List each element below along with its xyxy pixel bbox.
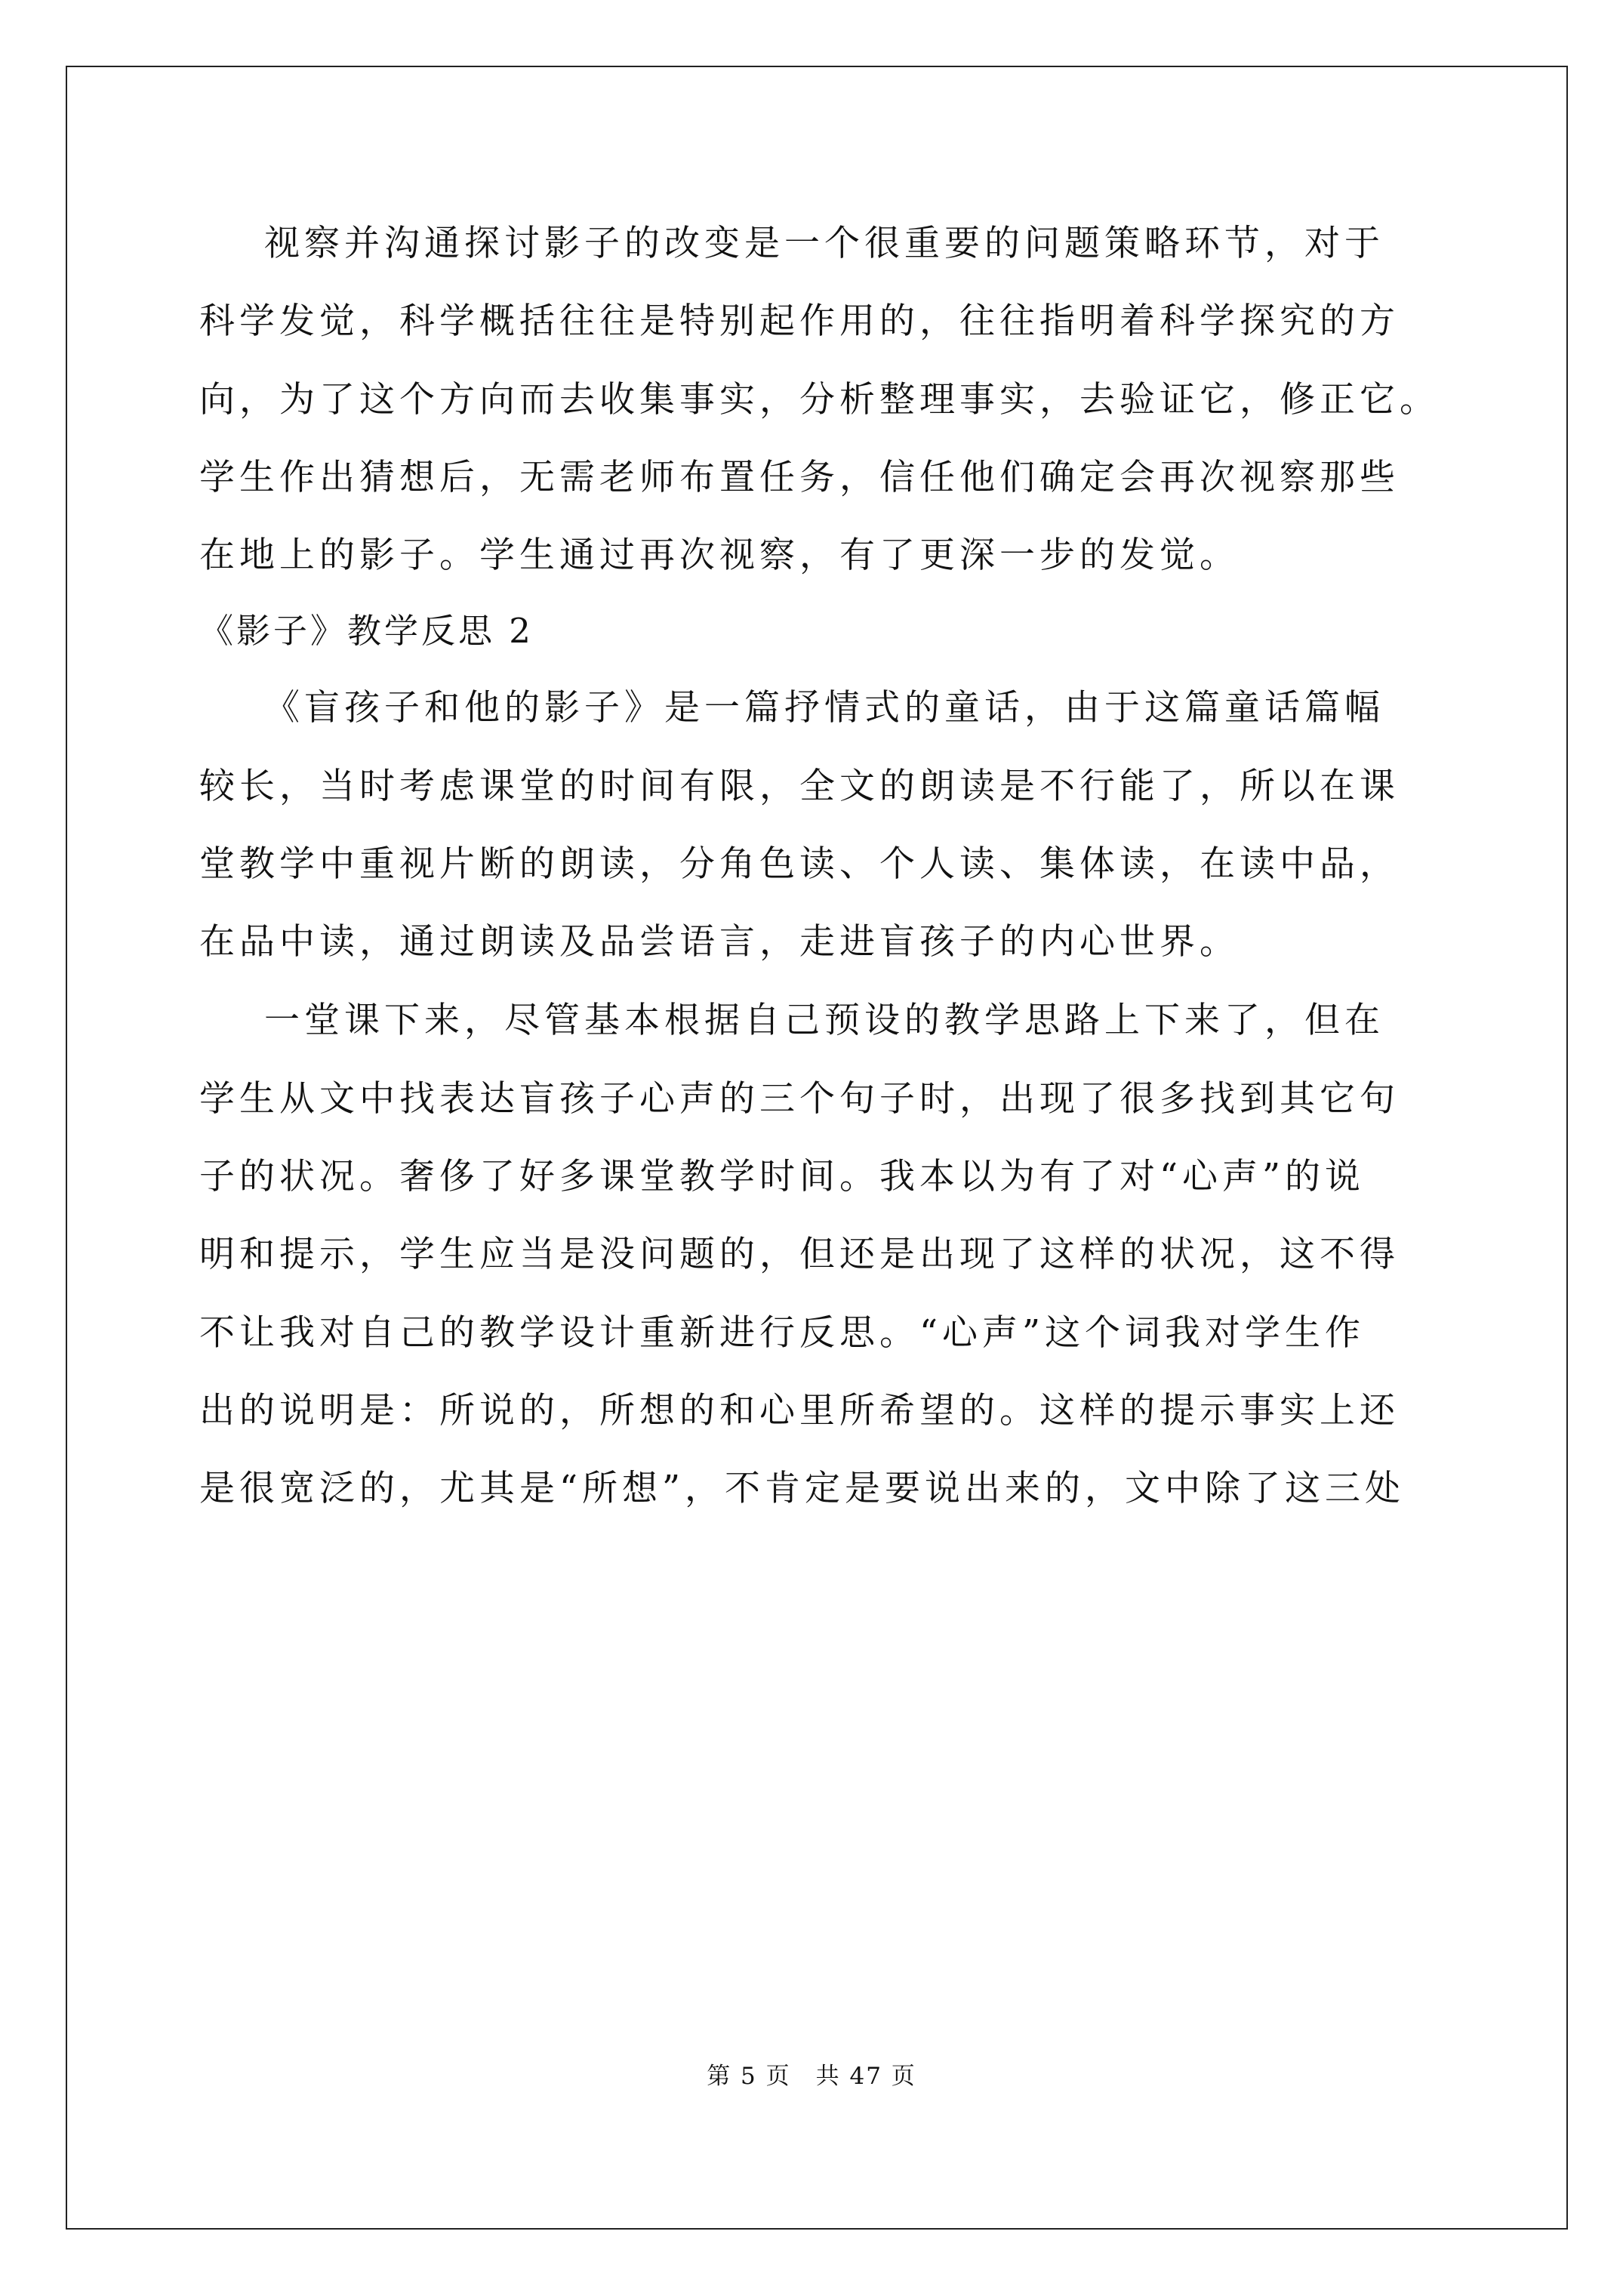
paragraph-line: 出的说明是：所说的，所想的和心里所希望的。这样的提示事实上还 (199, 1390, 1400, 1432)
paragraph-line: 《盲孩子和他的影子》是一篇抒情式的童话，由于这篇童话篇幅 (264, 687, 1384, 729)
paragraph-line: 向，为了这个方向而去收集事实，分析整理事实，去验证它，修正它。 (199, 379, 1440, 421)
paragraph-line: 学生从文中找表达盲孩子心声的三个句子时，出现了很多找到其它句 (199, 1078, 1400, 1120)
paragraph-line: 明和提示，学生应当是没问题的，但还是出现了这样的状况，这不得 (199, 1234, 1400, 1275)
paragraph-line: 不让我对自己的教学设计重新进行反思。“心声”这个词我对学生作 (199, 1312, 1366, 1354)
paragraph-line: 较长，当时考虑课堂的时间有限，全文的朗读是不行能了，所以在课 (199, 766, 1400, 807)
paragraph-line: 学生作出猜想后，无需老师布置任务，信任他们确定会再次视察那些 (199, 457, 1400, 498)
section-heading: 《影子》教学反思 2 (199, 611, 534, 651)
paragraph-line: 子的状况。奢侈了好多课堂教学时间。我本以为有了对“心声”的说 (199, 1156, 1366, 1197)
paragraph-line: 科学发觉，科学概括往往是特别起作用的，往往指明着科学探究的方 (199, 300, 1400, 342)
paragraph-line: 堂教学中重视片断的朗读，分角色读、个人读、集体读，在读中品， (199, 843, 1400, 885)
paragraph-line: 一堂课下来，尽管基本根据自己预设的教学思路上下来了，但在 (264, 1000, 1384, 1041)
paragraph-line: 在品中读，通过朗读及品尝语言，走进盲孩子的内心世界。 (199, 921, 1240, 963)
paragraph-line: 视察并沟通探讨影子的改变是一个很重要的问题策略环节，对于 (264, 223, 1384, 264)
page-number-footer: 第 5 页 共 47 页 (707, 2063, 916, 2090)
paragraph-line: 在地上的影子。学生通过再次视察，有了更深一步的发觉。 (199, 535, 1240, 576)
paragraph-line: 是很宽泛的，尤其是“所想”，不肯定是要说出来的，文中除了这三处 (199, 1468, 1406, 1509)
